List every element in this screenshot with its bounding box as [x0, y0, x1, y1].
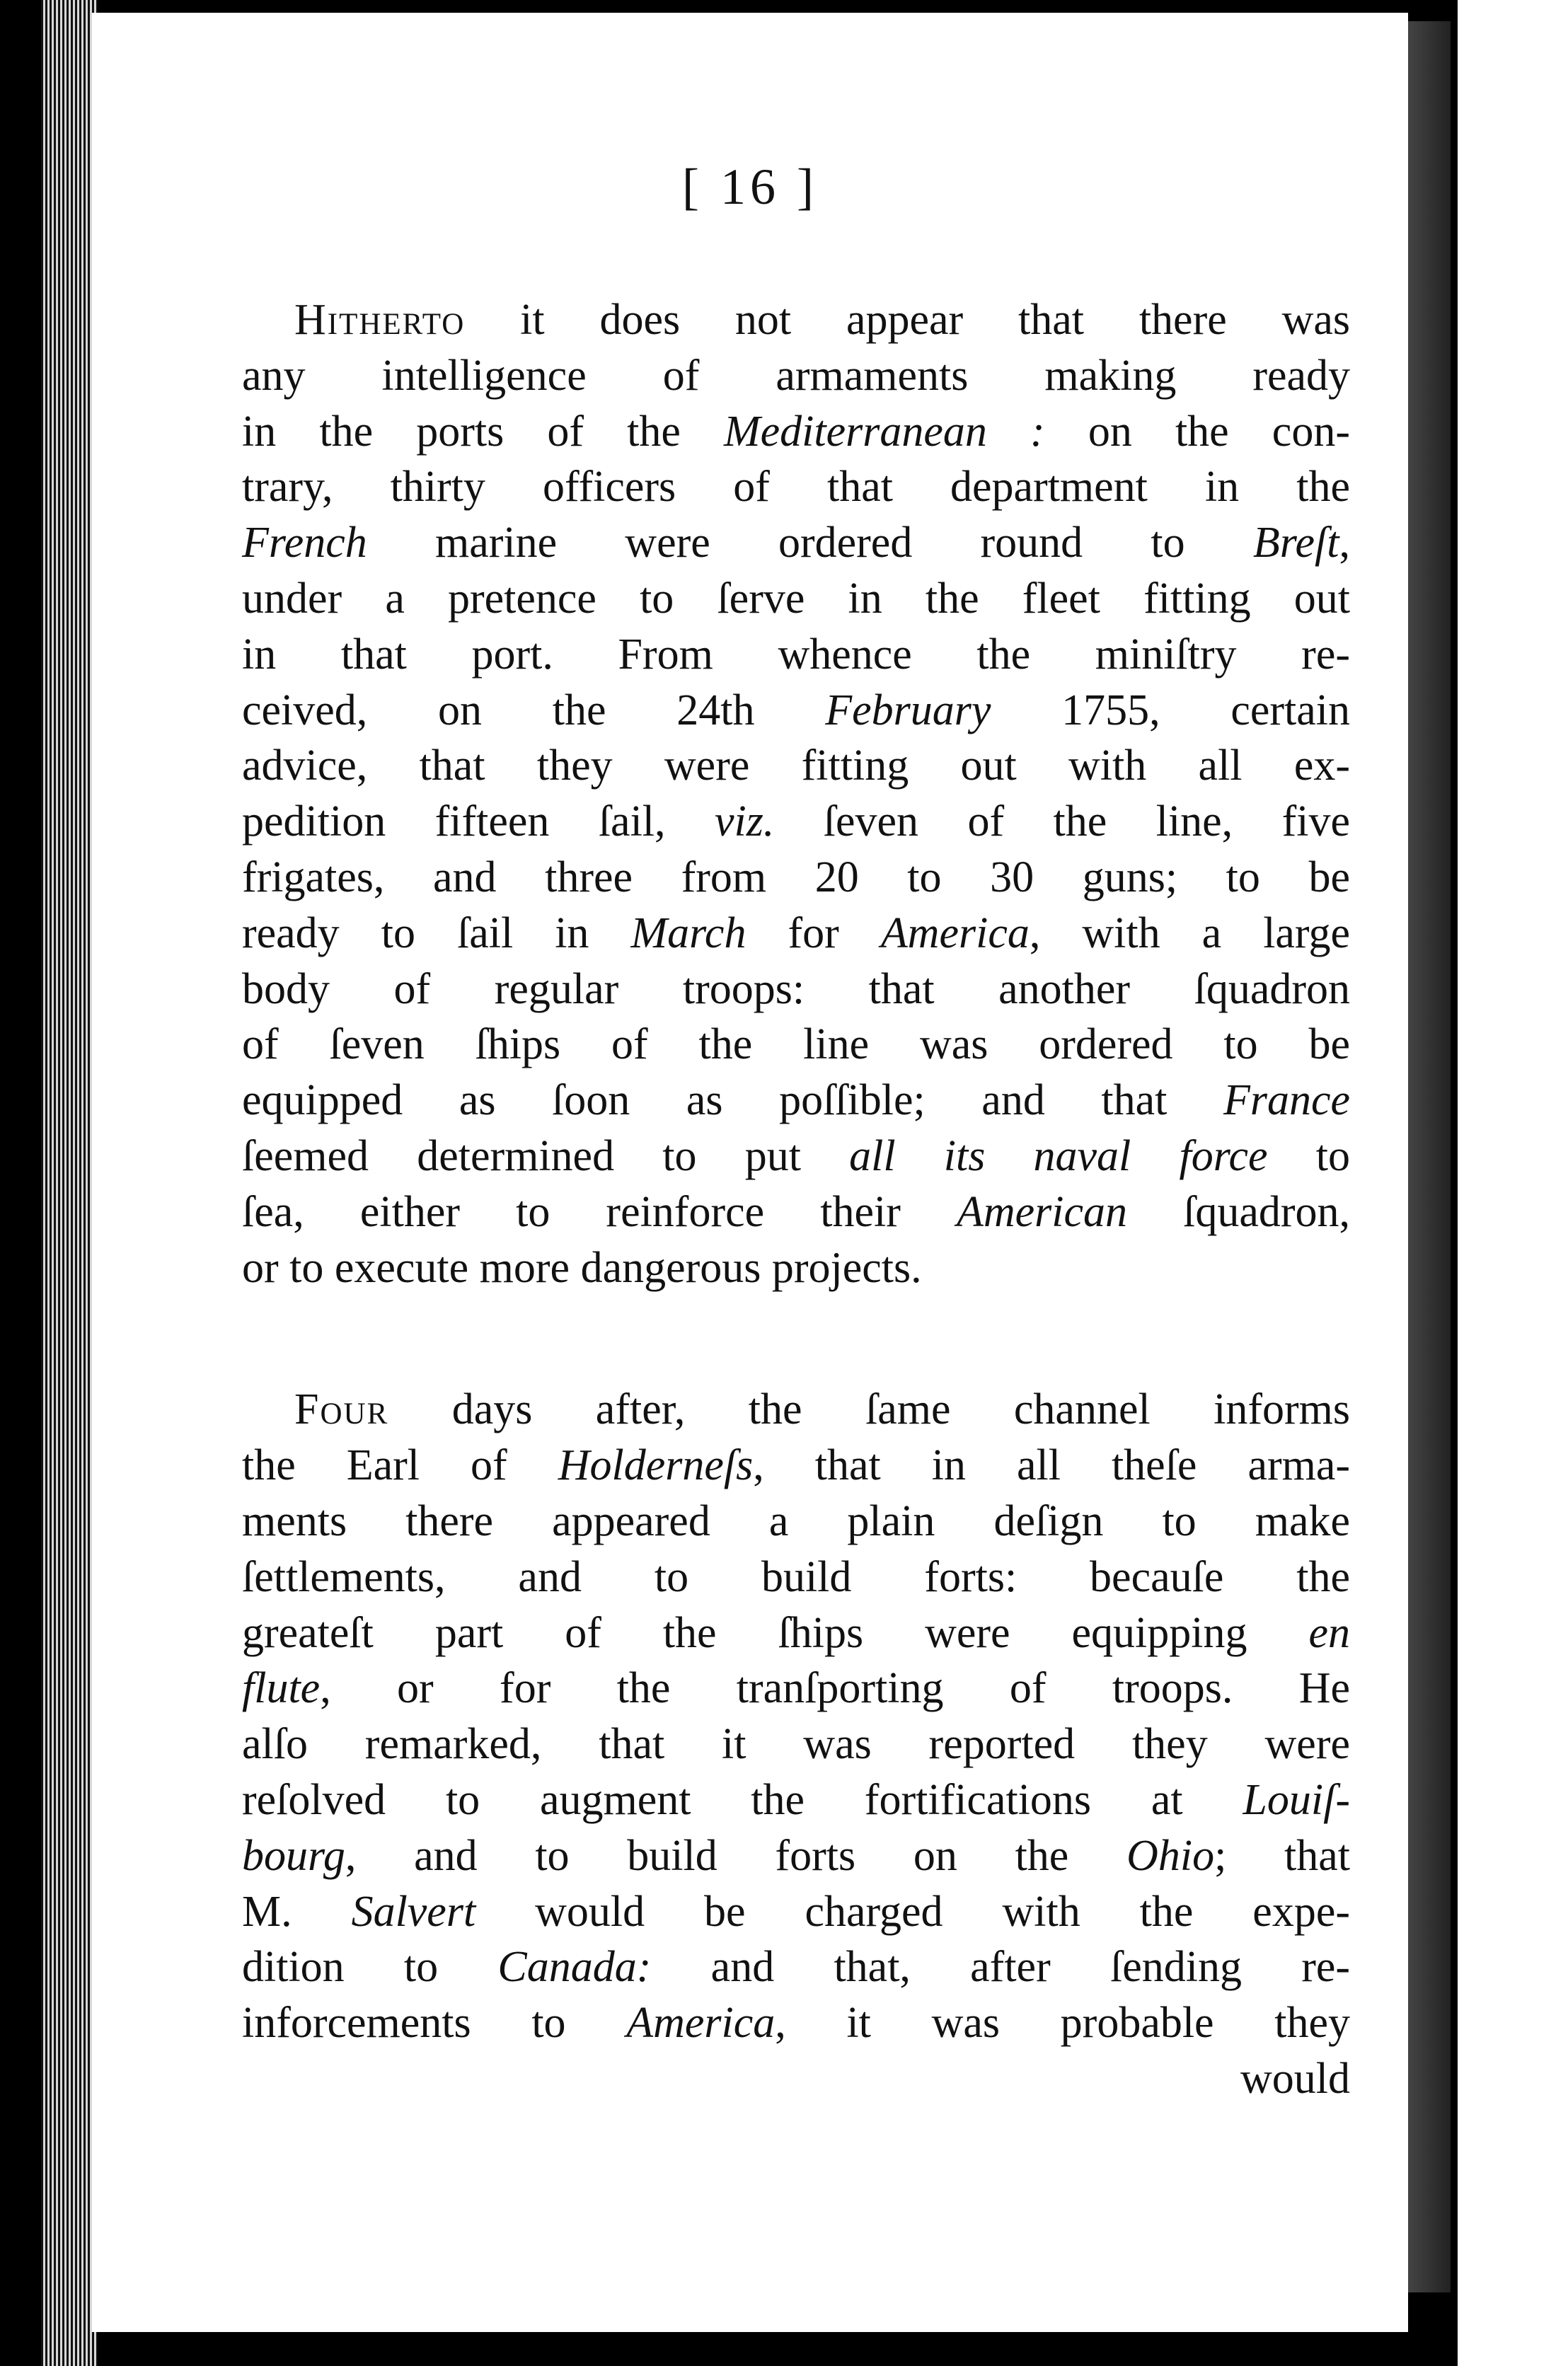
text-line: [242, 794, 1350, 850]
text-line: [242, 906, 1350, 962]
line-text: the Earl of: [242, 1441, 558, 1490]
paragraph: [242, 1382, 1350, 2051]
text-line: [242, 1550, 1350, 1605]
line-text: ceived, on the 24th: [242, 686, 826, 734]
text-line: [242, 459, 1350, 515]
line-text: , with a large: [1029, 908, 1350, 957]
text-line: [242, 738, 1350, 794]
line-text: days after, the ſame channel informs: [388, 1385, 1350, 1434]
text-line: [242, 1939, 1350, 1995]
line-text: in that port. From whence the miniſtry re-: [242, 630, 1350, 679]
text-line: [242, 515, 1350, 571]
text-line: [242, 404, 1350, 460]
line-text: would be charged with the expe-: [475, 1887, 1350, 1936]
text-line: [242, 1073, 1350, 1129]
italic-text: America: [880, 908, 1030, 957]
text-line: [242, 627, 1350, 683]
line-text: reſolved to augment the fortifications at: [242, 1775, 1243, 1824]
line-text: ſeemed determined to put: [242, 1131, 850, 1180]
line-text: ments there appeared a plain deſign to make: [242, 1496, 1350, 1545]
line-text: under a pretence to ſerve in the fleet fitting out: [242, 574, 1350, 623]
italic-text: en: [1308, 1608, 1350, 1657]
italic-text: Salvert: [351, 1887, 476, 1936]
line-text: frigates, and three from 20 to 30 guns; to be: [242, 853, 1350, 901]
lead-word: Four: [294, 1385, 389, 1434]
line-text: dition to: [242, 1943, 498, 1992]
text-line: [242, 683, 1350, 739]
line-text: body of regular troops: that another ſquadron: [242, 964, 1350, 1013]
line-text: on the con-: [1044, 407, 1350, 456]
text-line: [242, 348, 1350, 404]
book-page: [92, 13, 1408, 2332]
text-line: [242, 1772, 1350, 1828]
page-edges: [41, 0, 98, 2366]
line-text: to: [1267, 1131, 1350, 1180]
lead-word: Hitherto: [294, 296, 466, 344]
line-text: of ſeven ſhips of the line was ordered to be: [242, 1020, 1350, 1069]
text-line: [242, 1184, 1350, 1240]
italic-text: American: [956, 1187, 1128, 1236]
text-line: [242, 1828, 1350, 1884]
italic-text: Breſt: [1252, 519, 1339, 567]
line-text: pedition fifteen ſail,: [242, 797, 715, 846]
line-text: greateſt part of the ſhips were equipping: [242, 1608, 1309, 1657]
line-text: , and to build forts on the: [345, 1831, 1127, 1880]
italic-text: March: [630, 908, 746, 957]
line-text: , or for the tranſporting of troops. He: [320, 1664, 1350, 1713]
text-line: [242, 1382, 1350, 1438]
line-text: it does not appear that there was: [465, 296, 1350, 344]
line-text: any intelligence of armaments making ready: [242, 351, 1350, 400]
line-text: ; that: [1214, 1831, 1350, 1880]
italic-text: Ohio: [1126, 1831, 1215, 1880]
italic-text: America: [626, 1999, 776, 2048]
text-line: [242, 850, 1350, 906]
text-line: [242, 1716, 1350, 1772]
facing-page: [1458, 0, 1568, 2366]
italic-text: Canada:: [497, 1943, 652, 1992]
line-text: advice, that they were fitting out with all ex-: [242, 741, 1350, 790]
line-text: equipped as ſoon as poſſible; and that: [242, 1076, 1223, 1125]
line-text: ſea, either to reinforce their: [242, 1187, 957, 1236]
line-text: ſquadron,: [1127, 1187, 1351, 1236]
italic-text: France: [1223, 1076, 1350, 1125]
text-line: [242, 1240, 1350, 1296]
line-text: ready to ſail in: [242, 908, 631, 957]
paragraph: [242, 292, 1350, 1295]
line-text: or to execute more dangerous projects.: [242, 1243, 922, 1292]
italic-text: Holderneſs: [558, 1441, 754, 1490]
line-text: 1755, certain: [991, 686, 1350, 734]
italic-text: viz.: [714, 797, 775, 846]
running-head: [ 16 ]: [682, 158, 818, 215]
line-text: in the ports of the: [242, 407, 724, 456]
line-text: , that in all theſe arma-: [753, 1441, 1351, 1490]
italic-text: flute: [242, 1664, 321, 1713]
text-line: [242, 1438, 1350, 1494]
italic-text: Mediterranean :: [724, 407, 1045, 456]
line-text: ſettlements, and to build forts: becauſe the: [242, 1552, 1350, 1601]
line-text: inforcements to: [242, 1999, 627, 2048]
text-line: [242, 1884, 1350, 1940]
italic-text: bourg: [242, 1831, 345, 1880]
text-line: [242, 1129, 1350, 1184]
line-text: ſeven of the line, five: [774, 797, 1351, 846]
body-text: [242, 292, 1350, 2107]
line-text: , it was probable they: [775, 1999, 1350, 2048]
line-text: M.: [242, 1887, 352, 1936]
line-text: trary, thirty officers of that department in the: [242, 463, 1350, 512]
text-line: [242, 1661, 1350, 1716]
catchword: would: [1240, 2054, 1350, 2103]
text-line: [242, 1605, 1350, 1661]
line-text: alſo remarked, that it was reported they were: [242, 1720, 1350, 1769]
text-line: [242, 292, 1350, 348]
text-line: [242, 962, 1350, 1017]
paragraph-gap: [242, 1295, 1350, 1382]
line-text: for: [746, 908, 881, 957]
italic-text: February: [825, 686, 991, 734]
text-line: [242, 1017, 1350, 1073]
italic-text: Louiſ-: [1243, 1775, 1350, 1824]
text-line: [242, 1494, 1350, 1550]
italic-text: French: [242, 519, 367, 567]
italic-text: all its naval force: [849, 1131, 1268, 1180]
line-text: and that, after ſending re-: [651, 1943, 1351, 1992]
text-line: [242, 571, 1350, 627]
line-text: marine were ordered round to: [367, 519, 1253, 567]
line-text: ,: [1339, 519, 1350, 567]
facing-page-shadow: [1408, 21, 1451, 2292]
text-line: [242, 1995, 1350, 2051]
